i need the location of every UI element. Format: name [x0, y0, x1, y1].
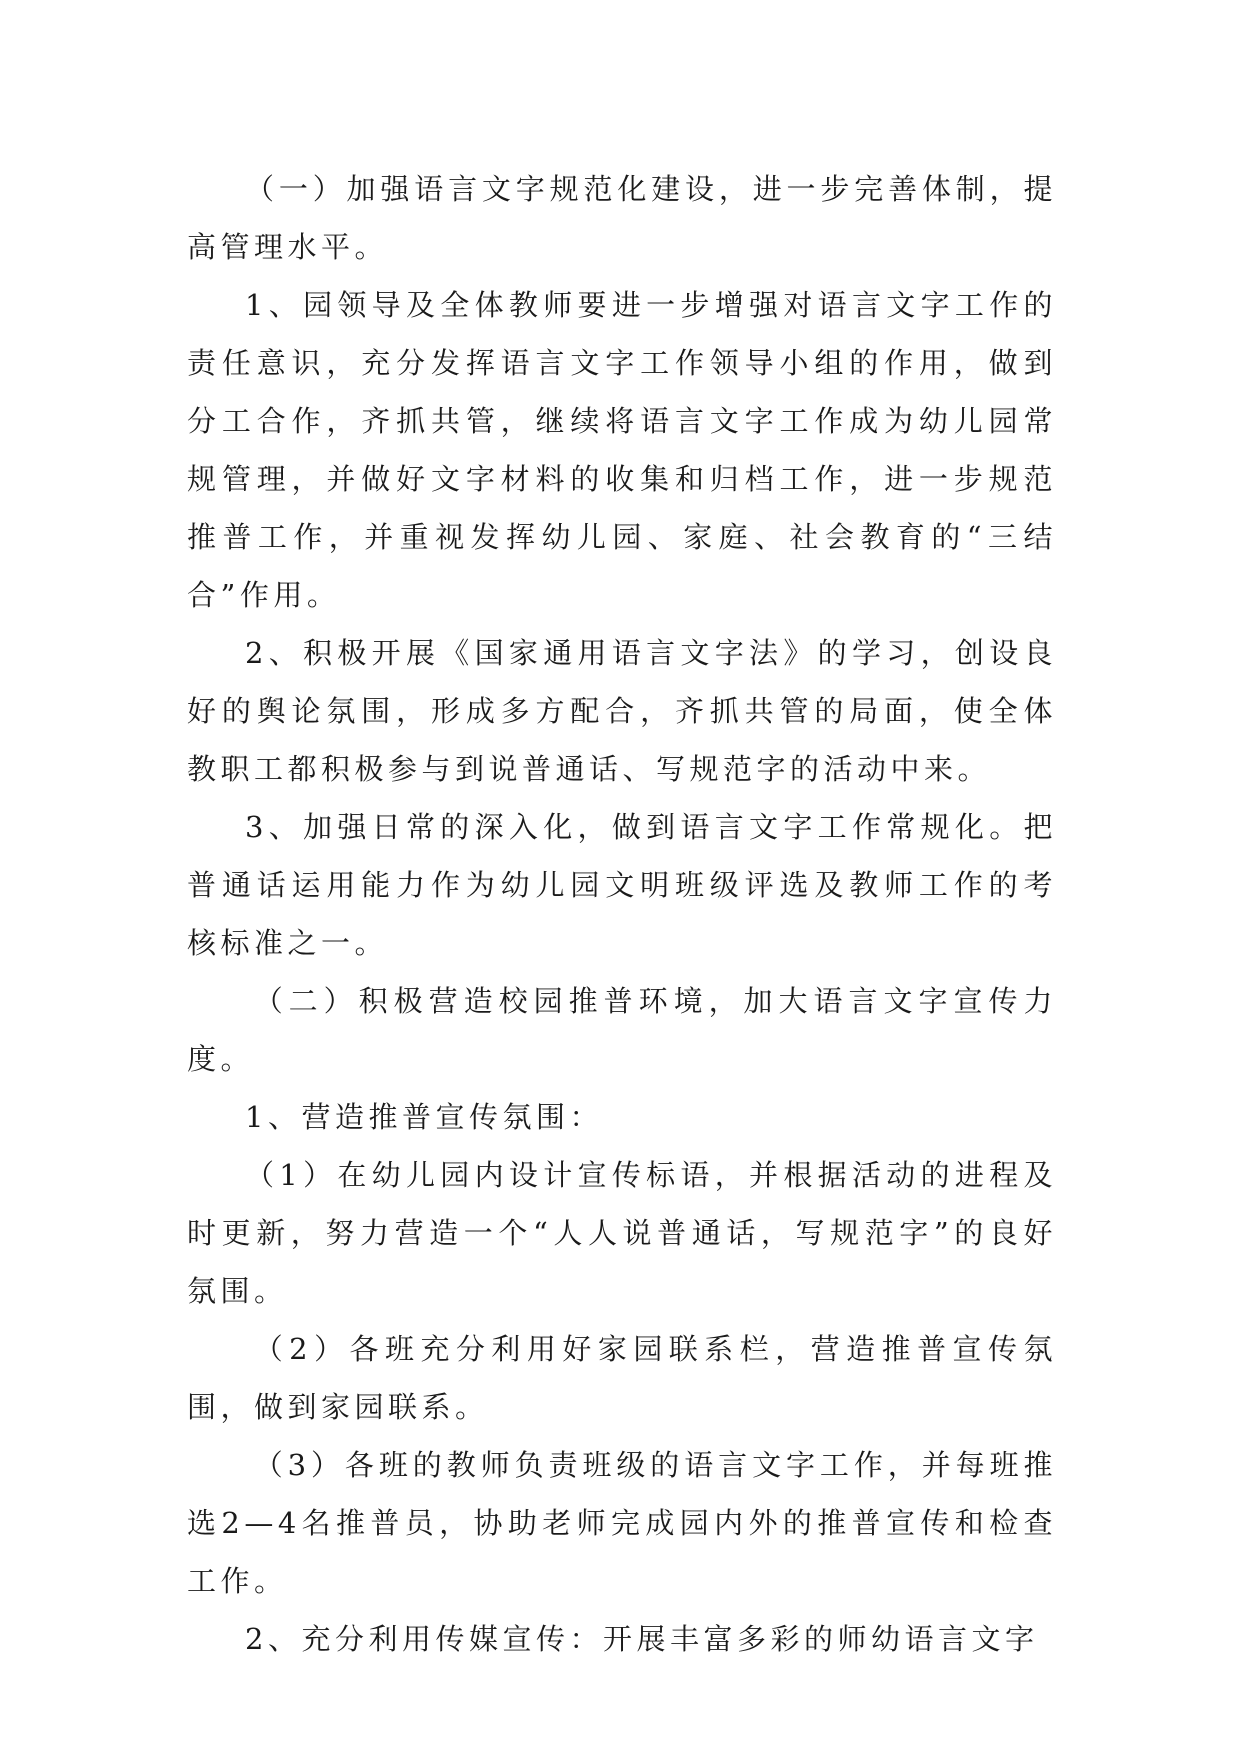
paragraph-subitem-1: （1）在幼儿园内设计宣传标语，并根据活动的进程及时更新，努力营造一个“人人说普通话，写规范字”的良好氛围。	[187, 1158, 1057, 1308]
paragraph-item-1: 1、园领导及全体教师要进一步增强对语言文字工作的责任意识，充分发挥语言文字工作领导小组的作用，做到分工合作，齐抓共管，继续将语言文字工作成为幼儿园常规管理，并做好文字材料的收集和归档工作，进一步规范推普工作，并重视发挥幼儿园、家庭、社会教育的“三结合”作用。	[187, 288, 1057, 612]
paragraph-item-5: 2、充分利用传媒宣传：开展丰富多彩的师幼语言文字	[245, 1622, 1039, 1656]
document-page	[187, 160, 1057, 1668]
paragraph-subitem-3: （3）各班的教师负责班级的语言文字工作，并每班推选2—4名推普员，协助老师完成园内外的推普宣传和检查工作。	[187, 1448, 1057, 1598]
section-heading-2: （二）积极营造校园推普环境，加大语言文字宣传力度。	[187, 984, 1057, 1076]
paragraph-subitem-2: （2）各班充分利用好家园联系栏，营造推普宣传氛围，做到家园联系。	[187, 1332, 1057, 1424]
paragraph-item-4: 1、营造推普宣传氛围：	[245, 1100, 603, 1134]
section-heading-1: （一）加强语言文字规范化建设，进一步完善体制，提高管理水平。	[187, 172, 1057, 264]
paragraph-item-3: 3、加强日常的深入化，做到语言文字工作常规化。把普通话运用能力作为幼儿园文明班级评选及教师工作的考核标准之一。	[187, 810, 1057, 960]
paragraph-item-2: 2、积极开展《国家通用语言文字法》的学习，创设良好的舆论氛围，形成多方配合，齐抓共管的局面，使全体教职工都积极参与到说普通话、写规范字的活动中来。	[187, 636, 1057, 786]
